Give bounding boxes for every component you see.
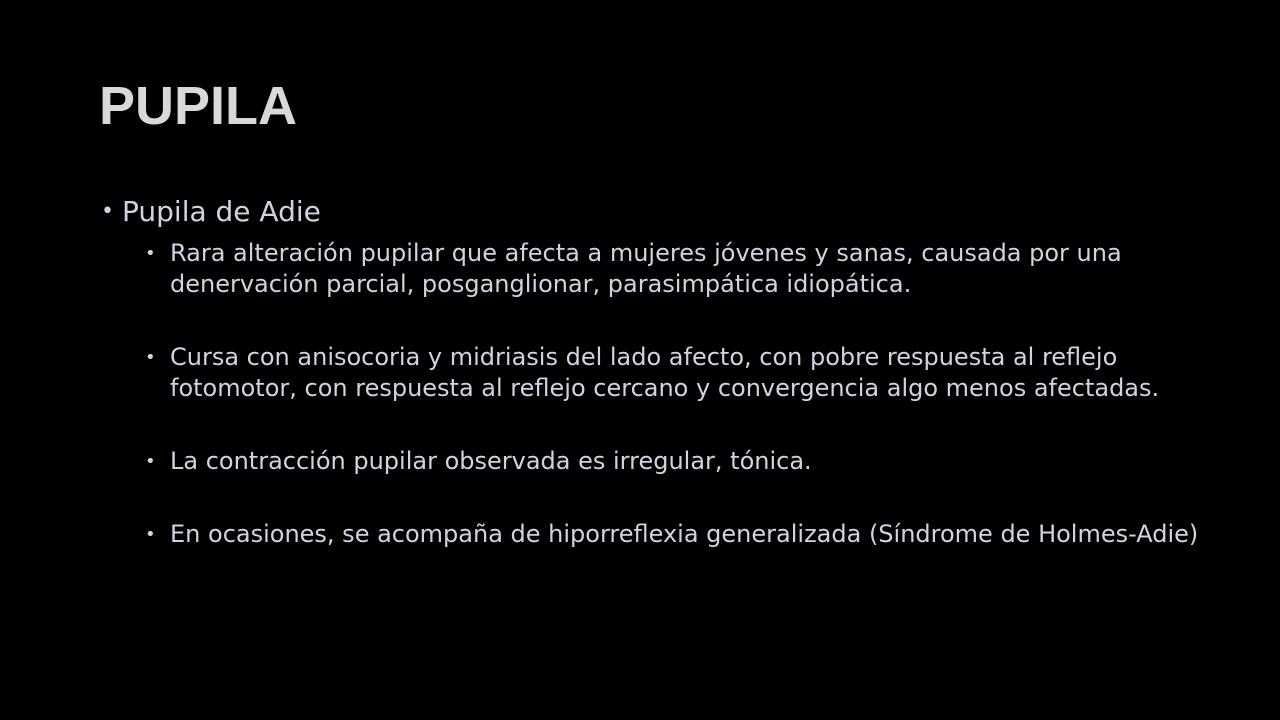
sub-bullet-item <box>145 446 1210 477</box>
bullet-marker: • <box>145 347 156 368</box>
sub-bullet-text: Rara alteración pupilar que afecta a mujeres jóvenes y sanas, causada por una denervación parcial, posganglionar, parasimpática idiopática. <box>170 239 1122 298</box>
bullet-marker: • <box>101 199 114 224</box>
sub-bullet-list <box>145 238 1210 550</box>
bullet-marker: • <box>145 243 156 264</box>
slide-title: PUPILA <box>99 76 298 136</box>
sub-bullet-text: La contracción pupilar observada es irregular, tónica. <box>170 447 812 475</box>
sub-bullet-text: Cursa con anisocoria y midriasis del lado afecto, con pobre respuesta al reflejo fotomotor, con respuesta al reflejo cercano y convergencia algo menos afectadas. <box>170 343 1160 402</box>
sub-bullet-text: En ocasiones, se acompaña de hiporreflexia generalizada (Síndrome de Holmes-Adie) <box>170 520 1199 548</box>
sub-bullet-item <box>145 342 1210 404</box>
bullet-marker: • <box>145 524 156 545</box>
bullet-marker: • <box>145 451 156 472</box>
sub-bullet-item <box>145 238 1210 300</box>
sub-bullet-item <box>145 519 1210 550</box>
level1-bullet-text: Pupila de Adie <box>122 195 321 228</box>
